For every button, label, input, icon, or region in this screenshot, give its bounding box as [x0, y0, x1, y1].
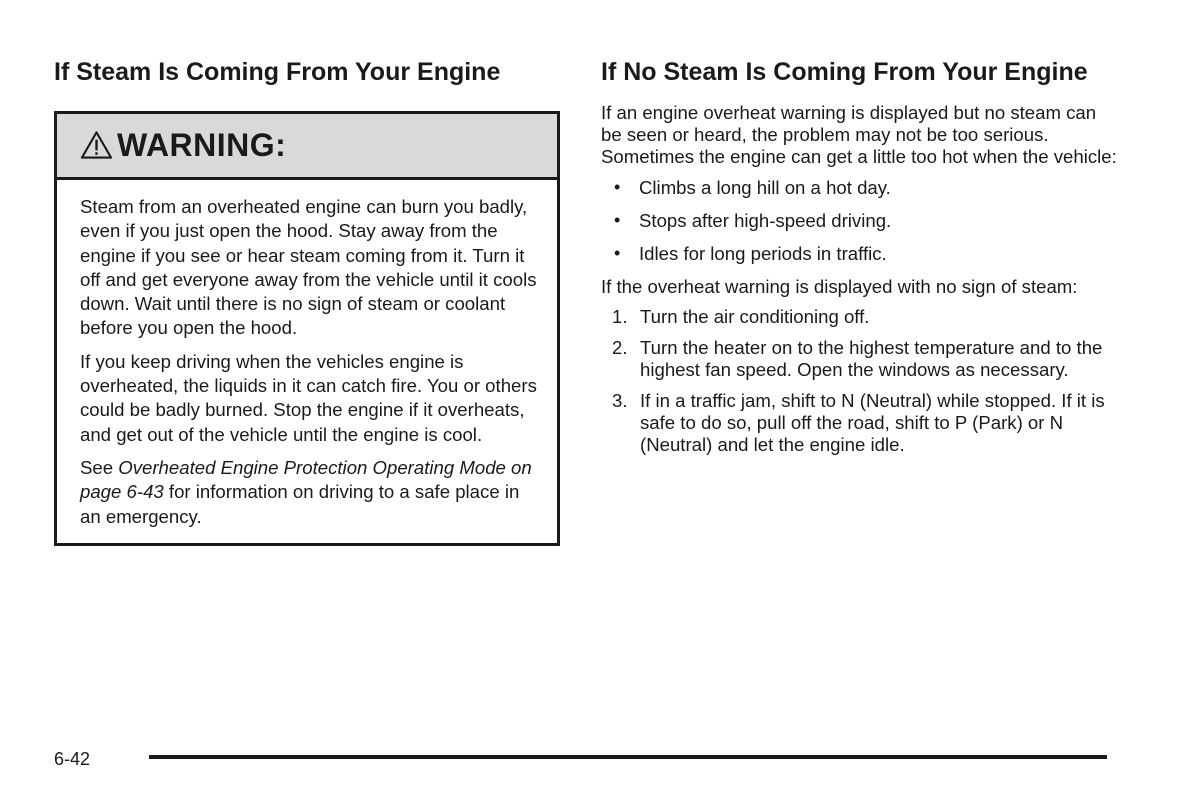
footer-rule [149, 755, 1107, 759]
bullet-icon: • [614, 177, 621, 197]
warning-body [57, 180, 557, 543]
step-text: If in a traffic jam, shift to N (Neutral) while stopped. If it is safe to do so, pull off the road, shift to P (Park) or N (Neutral) and let the engine idle. [640, 390, 1105, 455]
right-column [601, 56, 1121, 465]
step-text: Turn the air conditioning off. [640, 306, 870, 327]
steps-list [601, 306, 1121, 456]
step-number: 1. [612, 306, 628, 327]
list-item [601, 210, 1121, 232]
conditions-list [601, 177, 1121, 265]
section-heading-steam: If Steam Is Coming From Your Engine [54, 58, 501, 86]
list-item-text: Idles for long periods in traffic. [639, 243, 887, 264]
section-heading-no-steam: If No Steam Is Coming From Your Engine [601, 58, 1088, 86]
warning-title: WARNING: [117, 127, 287, 163]
cross-reference-link[interactable]: Overheated Engine Protection Operating Mode on page 6-43 [80, 456, 532, 503]
warning-header [57, 114, 557, 180]
warning-triangle-icon [80, 130, 113, 160]
see-suffix: for information on driving to a safe place in an emergency. [80, 481, 520, 527]
see-prefix: See [80, 456, 114, 478]
list-item [601, 243, 1121, 265]
step-item [601, 390, 1121, 456]
warning-see-reference [80, 456, 537, 529]
step-number: 2. [612, 337, 628, 358]
list-item [601, 177, 1121, 199]
left-column [54, 56, 560, 546]
bullet-icon: • [614, 210, 621, 230]
step-text: Turn the heater on to the highest temperature and to the highest fan speed. Open the windows as necessary. [640, 337, 1103, 380]
page-number: 6-42 [54, 749, 91, 769]
intro-paragraph: If an engine overheat warning is displayed but no steam can be seen or heard, the problem may not be too serious. Sometimes the engine can get a little too hot when the vehicle: [601, 102, 1117, 167]
warning-paragraph: Steam from an overheated engine can burn you badly, even if you just open the hood. Stay away from the engine if you see or hear steam coming from it. Turn it off and get everyone away from the vehicle until it cools down. Wait until there is no sign of steam or coolant before you open the hood. [80, 196, 537, 339]
step-item [601, 337, 1121, 381]
bullet-icon: • [614, 243, 621, 263]
step-item [601, 306, 1121, 328]
warning-paragraph: If you keep driving when the vehicles engine is overheated, the liquids in it can catch fire. You or others could be badly burned. Stop the engine if it overheats, and get out of the vehicle until the engine is cool. [80, 350, 537, 445]
steps-intro-paragraph: If the overheat warning is displayed with no sign of steam: [601, 276, 1078, 297]
list-item-text: Stops after high-speed driving. [639, 210, 892, 231]
list-item-text: Climbs a long hill on a hot day. [639, 177, 891, 198]
warning-box [54, 111, 560, 546]
step-number: 3. [612, 390, 628, 411]
